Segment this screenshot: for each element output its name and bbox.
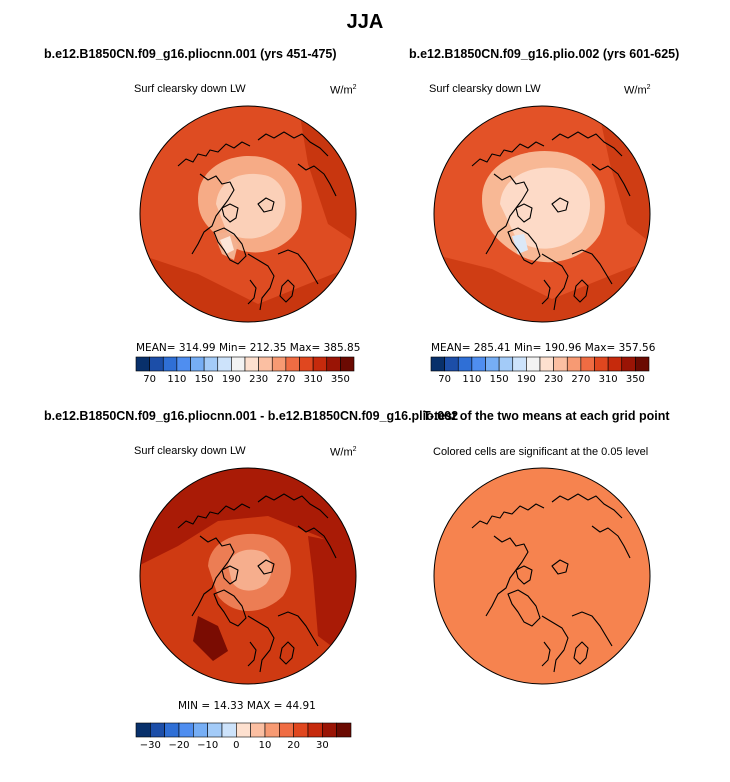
colorbar-tick-label: 230 (249, 374, 269, 385)
colorbar-cell (486, 357, 500, 371)
colorbar-cell (458, 357, 472, 371)
panel-2-stats: MEAN= 285.41 Min= 190.96 Max= 357.56 (431, 342, 656, 354)
panel-3-title: b.e12.B1850CN.f09_g16.pliocnn.001 - b.e12.B1850CN.f09_g16.plio.002 (44, 409, 459, 423)
colorbar-tick-label: 110 (167, 374, 187, 385)
colorbar-cell (231, 357, 245, 371)
panel-3-variable: Surf clearsky down LW (134, 445, 246, 457)
colorbar-cell (177, 357, 191, 371)
colorbar-tick-label: 270 (571, 374, 591, 385)
panel-1-colorbar (136, 357, 354, 371)
panel-1-units: $W/m^2$ (330, 84, 357, 97)
colorbar-cell (193, 723, 207, 737)
colorbar-cell (265, 723, 279, 737)
colorbar-tick-label: 190 (516, 374, 536, 385)
colorbar-tick-label: 230 (544, 374, 564, 385)
panel-2-units: $W/m^2$ (624, 84, 651, 97)
colorbar-cell (526, 357, 540, 371)
panel-2-colorbar (431, 357, 649, 371)
colorbar-cell (245, 357, 259, 371)
colorbar-cell (499, 357, 513, 371)
colorbar-cell (191, 357, 205, 371)
figure-title: JJA (346, 11, 384, 33)
colorbar-cell (204, 357, 218, 371)
colorbar-cell (208, 723, 222, 737)
panel-3-colorbar (136, 723, 351, 737)
colorbar-tick-label: 310 (303, 374, 323, 385)
colorbar-cell (622, 357, 636, 371)
colorbar-cell (340, 357, 354, 371)
colorbar-tick-label: −10 (197, 740, 219, 751)
colorbar-cell (608, 357, 622, 371)
colorbar-tick-label: 350 (330, 374, 350, 385)
colorbar-cell (150, 357, 164, 371)
colorbar-cell (279, 723, 293, 737)
colorbar-tick-label: 310 (598, 374, 618, 385)
colorbar-tick-label: 190 (221, 374, 241, 385)
panel-3-map (138, 466, 358, 686)
panel-2-title: b.e12.B1850CN.f09_g16.plio.002 (yrs 601-625) (409, 47, 680, 61)
panel-2-colorbar-labels (431, 374, 649, 388)
panel-3-units: $W/m^2$ (330, 446, 357, 459)
colorbar-cell (313, 357, 327, 371)
colorbar-cell (236, 723, 250, 737)
colorbar-cell (259, 357, 273, 371)
colorbar-cell (635, 357, 649, 371)
colorbar-cell (136, 357, 150, 371)
colorbar-cell (581, 357, 595, 371)
panel-1-title: b.e12.B1850CN.f09_g16.pliocnn.001 (yrs 451-475) (44, 47, 337, 61)
panel-1-map (138, 104, 358, 324)
colorbar-cell (294, 723, 308, 737)
colorbar-tick-label: −20 (168, 740, 190, 751)
colorbar-cell (218, 357, 232, 371)
panel-4-map (432, 466, 652, 686)
colorbar-cell (540, 357, 554, 371)
panel-1-colorbar-labels (136, 374, 354, 388)
colorbar-cell (286, 357, 300, 371)
colorbar-cell (251, 723, 265, 737)
colorbar-cell (136, 723, 150, 737)
panel-3-stats: MIN = 14.33 MAX = 44.91 (178, 700, 316, 712)
panel-4-subtitle: Colored cells are significant at the 0.05 level (433, 446, 649, 458)
colorbar-cell (554, 357, 568, 371)
colorbar-tick-label: 70 (143, 374, 156, 385)
colorbar-cell (165, 723, 179, 737)
colorbar-tick-label: 150 (489, 374, 509, 385)
panel-2-map (432, 104, 652, 324)
colorbar-tick-label: −30 (139, 740, 161, 751)
panel-1-stats: MEAN= 314.99 Min= 212.35 Max= 385.85 (136, 342, 361, 354)
colorbar-cell (272, 357, 286, 371)
colorbar-tick-label: 30 (315, 740, 329, 751)
colorbar-cell (567, 357, 581, 371)
colorbar-tick-label: 70 (438, 374, 451, 385)
colorbar-tick-label: 150 (194, 374, 214, 385)
panel-4-title: T-test of the two means at each grid point (423, 409, 670, 423)
colorbar-cell (431, 357, 445, 371)
map-field (432, 466, 652, 686)
colorbar-cell (322, 723, 336, 737)
colorbar-cell (163, 357, 177, 371)
colorbar-cell (513, 357, 527, 371)
colorbar-cell (150, 723, 164, 737)
colorbar-tick-label: 10 (258, 740, 272, 751)
colorbar-tick-label: 110 (462, 374, 482, 385)
colorbar-cell (327, 357, 341, 371)
colorbar-cell (222, 723, 236, 737)
colorbar-cell (179, 723, 193, 737)
colorbar-cell (337, 723, 351, 737)
colorbar-cell (300, 357, 314, 371)
colorbar-cell (595, 357, 609, 371)
colorbar-tick-label: 0 (233, 740, 240, 751)
colorbar-tick-label: 350 (625, 374, 645, 385)
colorbar-cell (445, 357, 459, 371)
colorbar-cell (308, 723, 322, 737)
colorbar-tick-label: 270 (276, 374, 296, 385)
panel-2-variable: Surf clearsky down LW (429, 83, 541, 95)
colorbar-cell (472, 357, 486, 371)
panel-1-variable: Surf clearsky down LW (134, 83, 246, 95)
map-contour-region (228, 550, 272, 591)
colorbar-tick-label: 20 (287, 740, 301, 751)
panel-3-colorbar-labels (136, 740, 351, 754)
